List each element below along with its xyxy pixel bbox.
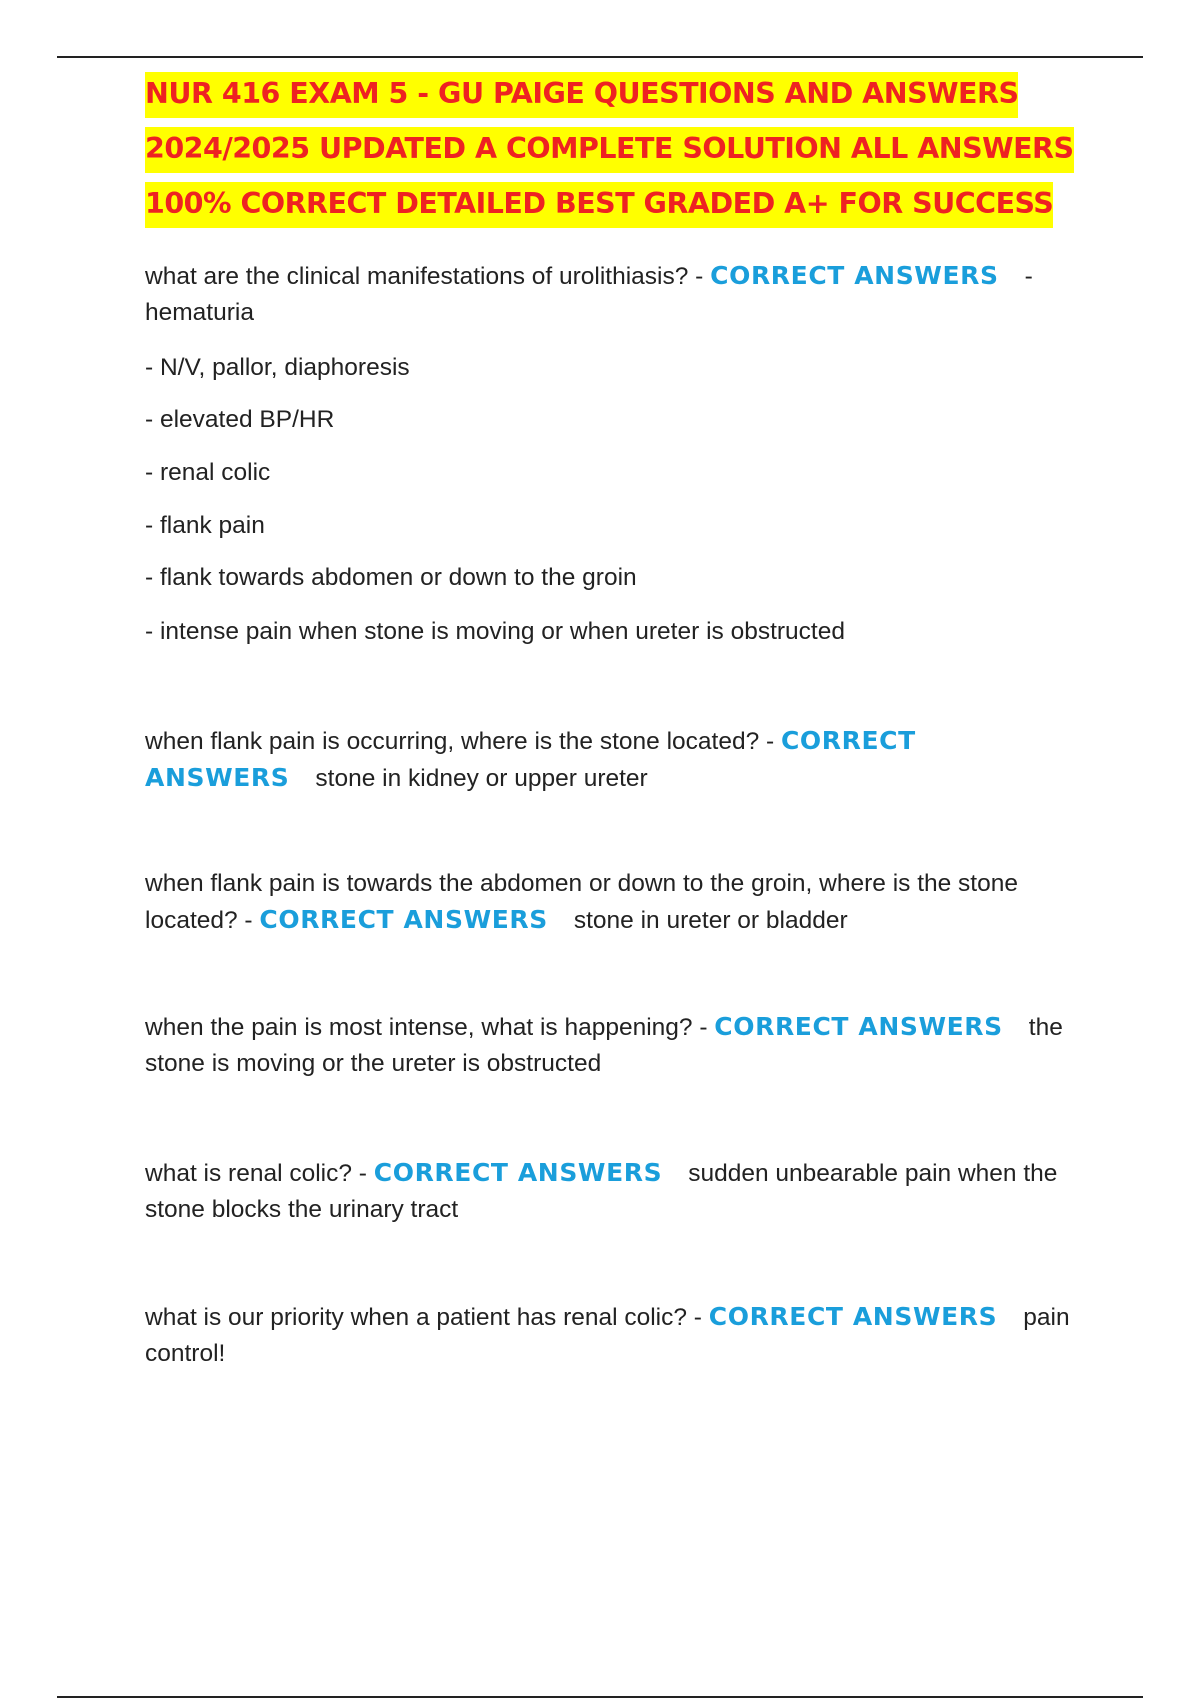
qa-block-6 xyxy=(145,1299,1075,1372)
bullet-item: - N/V, pallor, diaphoresis xyxy=(145,354,410,381)
question-3: when flank pain is towards the abdomen or down to the groin, where is the stone located? - xyxy=(145,870,1018,934)
bottom-rule xyxy=(57,1696,1143,1698)
question-2: when flank pain is occurring, where is the stone located? - xyxy=(145,728,781,755)
qa-block-4 xyxy=(145,1009,1075,1082)
answer-label-4: CORRECT ANSWERS xyxy=(714,1012,1003,1041)
answer-2: stone in kidney or upper ureter xyxy=(315,765,648,792)
answer-4: the stone is moving or the ureter is obstructed xyxy=(145,1014,1063,1077)
answer-label-1: CORRECT ANSWERS xyxy=(710,261,999,290)
question-1: what are the clinical manifestations of urolithiasis? - xyxy=(145,263,711,290)
answer-6: pain control! xyxy=(145,1304,1070,1367)
title-line-2: 2024/2025 UPDATED A COMPLETE SOLUTION ALL ANSWERS xyxy=(145,127,1074,173)
qa-block-3 xyxy=(145,866,1085,939)
bullet-item: - intense pain when stone is moving or when ureter is obstructed xyxy=(145,618,845,645)
title-line-3: 100% CORRECT DETAILED BEST GRADED A+ FOR SUCCESS xyxy=(145,182,1053,228)
qa-block-1 xyxy=(145,258,1085,331)
answer-label-3: CORRECT ANSWERS xyxy=(259,905,548,934)
answer-1-start: - hematuria xyxy=(145,263,1033,326)
bullet-item: - flank pain xyxy=(145,512,265,539)
answer-5: sudden unbearable pain when the stone blocks the urinary tract xyxy=(145,1160,1058,1223)
qa-block-5 xyxy=(145,1155,1075,1228)
qa-block-2 xyxy=(145,723,945,797)
title-line-1: NUR 416 EXAM 5 - GU PAIGE QUESTIONS AND ANSWERS xyxy=(145,72,1018,118)
document-title xyxy=(145,70,1105,235)
bullet-item: - flank towards abdomen or down to the groin xyxy=(145,564,637,591)
answer-label-5: CORRECT ANSWERS xyxy=(373,1158,663,1187)
bullet-item: - renal colic xyxy=(145,459,271,486)
question-5: what is renal colic? - xyxy=(145,1160,374,1187)
bullet-item: - elevated BP/HR xyxy=(145,406,335,433)
answer-3: stone in ureter or bladder xyxy=(573,907,848,934)
answer-label-2: CORRECT ANSWERS xyxy=(145,726,916,792)
question-4: when the pain is most intense, what is happening? - xyxy=(145,1014,715,1041)
question-6: what is our priority when a patient has renal colic? - xyxy=(145,1304,709,1331)
answer-label-6: CORRECT ANSWERS xyxy=(708,1302,998,1331)
top-rule xyxy=(57,56,1143,58)
